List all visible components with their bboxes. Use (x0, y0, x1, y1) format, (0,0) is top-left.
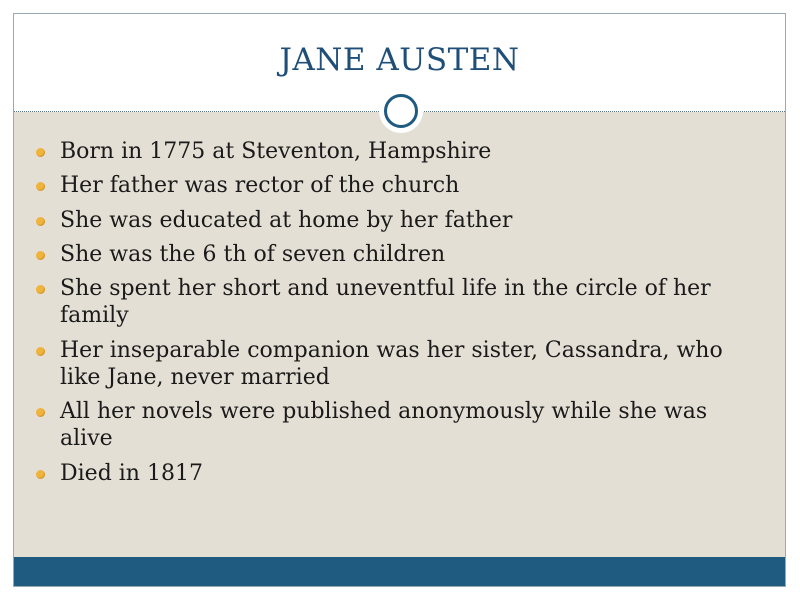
bullet-item (36, 460, 736, 487)
bullet-item (36, 241, 736, 268)
bullet-text: Her inseparable companion was her sister, Cassandra, who like Jane, never married (60, 337, 723, 390)
ring-icon (379, 89, 423, 133)
ring-inner (384, 94, 418, 128)
bullet-dot-icon (36, 470, 45, 479)
bullet-item (36, 275, 736, 330)
bullet-text: All her novels were published anonymously while she was alive (60, 399, 708, 452)
bullet-dot-icon (36, 217, 45, 226)
bullet-item (36, 398, 736, 453)
footer-accent-bar (14, 557, 785, 586)
bullet-text: Her father was rector of the church (60, 173, 460, 199)
bullet-text: Born in 1775 at Steventon, Hampshire (60, 139, 492, 164)
bullet-list (36, 138, 736, 494)
bullet-dot-icon (36, 148, 45, 157)
bullet-item (36, 138, 736, 165)
bullet-text: She spent her short and uneventful life in the circle of her family (60, 276, 711, 329)
bullet-dot-icon (36, 285, 45, 294)
bullet-dot-icon (36, 347, 45, 356)
bullet-item (36, 207, 736, 234)
bullet-item (36, 337, 736, 392)
bullet-text: She was the 6 th of seven children (60, 241, 446, 267)
bullet-dot-icon (36, 251, 45, 260)
bullet-text: She was educated at home by her father (60, 207, 513, 233)
bullet-dot-icon (36, 408, 45, 417)
slide-title: JANE AUSTEN (279, 42, 520, 78)
bullet-dot-icon (36, 182, 45, 191)
slide (13, 13, 786, 587)
bullet-text: Died in 1817 (60, 460, 203, 486)
bullet-item (36, 172, 736, 199)
